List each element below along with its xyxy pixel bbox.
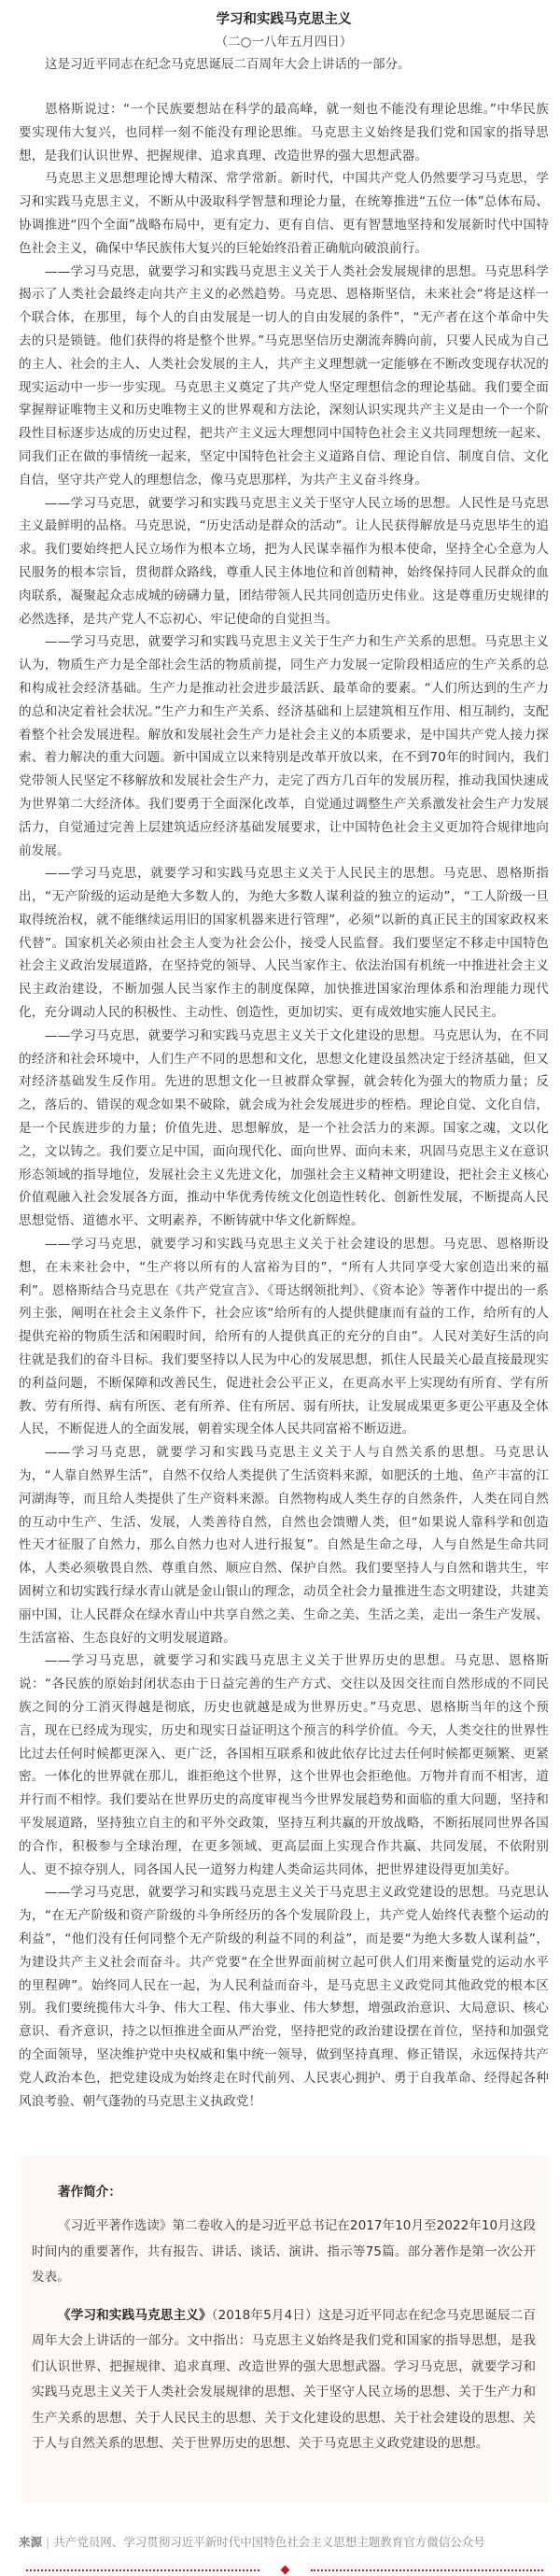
body-paragraph: ——学习马克思，就要学习和实践马克思主义关于人类社会发展规律的思想。马克思科学揭示了人类社会最终走向共产主义的必然趋势。马克思、恩格斯坚信，未来社会“将是这样一个联合体，在那里，每个人的自由发展是一切人的自由发展的条件”，“无产者在这个革命中失去的只是锁链。他们获得的将是整个世界。”马克思坚信历史潮流奔腾向前，只要人民成为自己的主人、社会的主人、人类社会发展的主人，共产主义理想就一定能够在不断改变现存状况的现实运动中一步一步实现。马克思主义奠定了共产党人坚定理想信念的理论基础。我们要全面掌握辩证唯物主义和历史唯物主义的世界观和方法论，深刻认识实现共产主义是由一个一个阶段性目标逐步达成的历史过程，把共产主义远大理想同中国特色社会主义共同理想统一起来、同我们正在做的事情统一起来，坚定中国特色社会主义道路自信、理论自信、制度自信、文化自信，坚守共产党人的理想信念，像马克思那样，为共产主义奋斗终身。 — [19, 263, 549, 488]
intro-article-summary — [32, 2303, 536, 2457]
source-separator: | — [46, 2534, 50, 2549]
intro-article-summary-text: 这是习近平同志在纪念马克思诞辰二百周年大会上讲话的一部分。文中指出：马克思主义始终是我们党和国家的指导思想，是我们认识世界、把握规律、追求真理、改造世界的强大思想武器。学习马克思，就要学习和实践马克思主义关于人类社会发展规律的思想、关于坚守人民立场的思想、关于生产力和生产关系的思想、关于人民民主的思想、关于文化建设的思想、关于社会建设的思想、关于人与自然关系的思想、关于世界历史的思想、关于马克思主义政党建设的思想。 — [32, 2307, 537, 2452]
intro-heading: 著作简介： — [58, 2185, 121, 2201]
body-paragraph: 恩格斯说过：“一个民族要想站在科学的最高峰，就一刻也不能没有理论思维。”中华民族要实现伟大复兴，也同样一刻不能没有理论思维。马克思主义始终是我们党和国家的指导思想，是我们认识世界、把握规律、追求真理、改造世界的强大思想武器。 — [19, 102, 549, 163]
body-paragraph: ——学习马克思，就要学习和实践马克思主义关于坚守人民立场的思想。人民性是马克思主义最鲜明的品格。马克思说，“历史活动是群众的活动”。让人民获得解放是马克思毕生的追求。我们要始终把人民立场作为根本立场，把为人民谋幸福作为根本使命，坚持全心全意为人民服务的根本宗旨，贯彻群众路线，尊重人民主体地位和首创精神，始终保持同人民群众的血肉联系，凝聚起众志成城的磅礴力量，团结带领人民共同创造历史伟业。这是尊重历史规律的必然选择，是共产党人不忘初心、牢记使命的自觉担当。 — [19, 495, 549, 627]
body-paragraph: 马克思主义思想理论博大精深、常学常新。新时代，中国共产党人仍然要学习马克思，学习和实践马克思主义，不断从中汲取科学智慧和理论力量，在统筹推进“五位一体”总体布局、协调推进“四个全面”战略布局中，更有定力、更有自信、更有智慧地坚持和发展新时代中国特色社会主义，确保中华民族伟大复兴的巨轮始终沿着正确航向破浪前行。 — [19, 171, 549, 256]
intro-article-title: 《学习和实践马克思主义》 — [58, 2307, 212, 2323]
body-paragraph: ——学习马克思，就要学习和实践马克思主义关于人民民主的思想。马克思、恩格斯指出，“无产阶级的运动是绝大多数人的，为绝大多数人谋利益的独立的运动”，“工人阶级一旦取得统治权，就不能继续运用旧的国家机器来进行管理”，必须“以新的真正民主的国家政权来代替”。国家机关必须由社会主人变为社会公仆，接受人民监督。我们要坚定不移走中国特色社会主义政治发展道路，在坚持党的领导、人民当家作主、依法治国有机统一中推进社会主义民主政治建设，不断加强人民当家作主的制度保障，加快推进国家治理体系和治理能力现代化，充分调动人民的积极性、主动性、创造性，更加切实、更有成效地实施人民民主。 — [19, 866, 549, 1021]
body-paragraph: ——学习马克思，就要学习和实践马克思主义关于生产力和生产关系的思想。马克思主义认为，物质生产力是全部社会生活的物质前提，同生产力发展一定阶段相适应的生产关系的总和构成社会经济基础。生产力是推动社会进步最活跃、最革命的要素。“人们所达到的生产力的总和决定着社会状况。”生产力和生产关系、经济基础和上层建筑相互作用、相互制约，支配着整个社会发展进程。解放和发展社会生产力是社会主义的本质要求，是中国共产党人接力探索、着力解决的重大问题。新中国成立以来特别是改革开放以来，在不到70年的时间内，我们党带领人民坚定不移解放和发展社会生产力，走完了西方几百年的发展历程，推动我国快速成为世界第二大经济体。我们要勇于全面深化改革，自觉通过调整生产关系激发社会生产力发展活力，自觉通过完善上层建筑适应经济基础发展要求，让中国特色社会主义更加符合规律地向前发展。 — [19, 634, 549, 858]
source-text: 共产党员网、学习贯彻习近平新时代中国特色社会主义思想主题教育官方微信公众号 — [53, 2534, 485, 2549]
article-title: 学习和实践马克思主义 — [216, 12, 352, 27]
body-paragraph: ——学习马克思，就要学习和实践马克思主义关于世界历史的思想。马克思、恩格斯说：“各民族的原始封闭状态由于日益完善的生产方式、交往以及因交往而自然形成的不同民族之间的分工消灭得越是彻底，历史也就越是成为世界历史。”马克思、恩格斯当年的这个预言，现在已经成为现实，历史和现实日益证明这个预言的科学价值。今天，人类交往的世界性比过去任何时候都更深入、更广泛，各国相互联系和彼此依存比过去任何时候都更频繁、更紧密。一体化的世界就在那儿，谁拒绝这个世界，这个世界也会拒绝他。万物并育而不相害，道并行而不相悖。我们要站在世界历史的高度审视当今世界发展趋势和面临的重大问题，坚持和平发展道路，坚持独立自主的和平外交政策，坚持互利共赢的开放战略，不断拓展同世界各国的合作，积极参与全球治理，在更多领域、更高层面上实现合作共赢、共同发展，不依附别人、更不掠夺别人，同各国人民一道努力构建人类命运共同体，把世界建设得更加美好。 — [19, 1653, 549, 1877]
divider-line-right — [311, 2569, 544, 2571]
body-paragraph: ——学习马克思，就要学习和实践马克思主义关于马克思主义政党建设的思想。马克思认为，“在无产阶级和资产阶级的斗争所经历的各个发展阶段上，共产党人始终代表整个运动的利益”，“他们没有任何同整个无产阶级的利益不同的利益”，而是要“为绝大多数人谋利益”，为建设共产主义社会而奋斗。共产党要“在全世界面前树立起可供人们用来衡量党的运动水平的里程碑”。始终同人民在一起，为人民利益而奋斗，是马克思主义政党同其他政党的根本区别。我们要统揽伟大斗争、伟大工程、伟大事业、伟大梦想，增强政治意识、大局意识、核心意识、看齐意识，持之以恒推进全面从严治党，坚持把党的政治建设摆在首位，坚持和加强党的全面领导，坚决维护党中央权威和集中统一领导，做到坚持真理、修正错误，永远保持共产党人政治本色，把党建设成为始终走在时代前列、人民衷心拥护、勇于自我革命、经得起各种风浪考验、朝气蓬勃的马克思主义执政党！ — [19, 1885, 549, 2109]
footer-divider — [26, 2565, 543, 2576]
body-paragraph: ——学习马克思，就要学习和实践马克思主义关于社会建设的思想。马克思、恩格斯设想，在未来社会中，“生产将以所有的人富裕为目的”，“所有人共同享受大家创造出来的福利”。恩格斯结合马克思在《共产党宣言》、《哥达纲领批判》、《资本论》等著作中提出的一系列主张，阐明在社会主义条件下，社会应该“给所有的人提供健康而有益的工作，给所有的人提供充裕的物质生活和闲暇时间，给所有的人提供真正的充分的自由”。人民对美好生活的向往就是我们的奋斗目标。我们要坚持以人民为中心的发展思想，抓住人民最关心最直接最现实的利益问题，不断保障和改善民生，促进社会公平正义，在更高水平上实现幼有所育、学有所教、劳有所得、病有所医、老有所养、住有所居、弱有所扶，让发展成果更多更公平惠及全体人民，不断促进人的全面发展，朝着实现全体人民共同富裕不断迈进。 — [19, 1237, 549, 1437]
article-note: 这是习近平同志在纪念马克思诞辰二百周年大会上讲话的一部分。 — [45, 57, 411, 72]
source-label: 来源 — [19, 2534, 43, 2549]
article-date: （二○一八年五月四日） — [215, 35, 353, 50]
source-line — [19, 2533, 549, 2552]
divider-line-left — [26, 2569, 259, 2571]
diamond-divider-icon — [280, 2566, 289, 2575]
intro-book-summary: 《习近平著作选读》第二卷收入的是习近平总书记在2017年10月至2022年10月这段时间内的重要著作，共有报告、讲话、谈话、演讲、指示等75篇。部分著作是第一次公开发表。 — [32, 2218, 536, 2286]
intro-article-date: （2018年5月4日） — [211, 2307, 318, 2323]
body-paragraph: ——学习马克思，就要学习和实践马克思主义关于人与自然关系的思想。马克思认为，“人靠自然界生活”，自然不仅给人类提供了生活资料来源，如肥沃的土地、鱼产丰富的江河湖海等，而且给人类提供了生产资料来源。自然物构成人类生存的自然条件，人类在同自然的互动中生产、生活、发展，人类善待自然，自然也会馈赠人类，但“如果说人靠科学和创造性天才征服了自然力，那么自然力也对人进行报复”。自然是生命之母，人与自然是生命共同体，人类必须敬畏自然、尊重自然、顺应自然、保护自然。我们要坚持人与自然和谐共生，牢固树立和切实践行绿水青山就是金山银山的理念，动员全社会力量推进生态文明建设，共建美丽中国，让人民群众在绿水青山中共享自然之美、生命之美、生活之美，走出一条生产发展、生活富裕、生态良好的文明发展道路。 — [19, 1445, 549, 1646]
body-paragraph: ——学习马克思，就要学习和实践马克思主义关于文化建设的思想。马克思认为，在不同的经济和社会环境中，人们生产不同的思想和文化，思想文化建设虽然决定于经济基础，但又对经济基础发生反作用。先进的思想文化一旦被群众掌握，就会转化为强大的物质力量；反之，落后的、错误的观念如果不破除，就会成为社会发展进步的桎梏。理论自觉、文化自信，是一个民族进步的力量；价值先进、思想解放，是一个社会活力的来源。国家之魂，文以化之，文以铸之。我们要立足中国，面向现代化、面向世界、面向未来，巩固马克思主义在意识形态领域的指导地位，发展社会主义先进文化，加强社会主义精神文明建设，把社会主义核心价值观融入社会发展各方面，推动中华优秀传统文化创造性转化、创新性发展，不断提高人民思想觉悟、道德水平、文明素养，不断铸就中华文化新辉煌。 — [19, 1027, 549, 1229]
article-body — [19, 98, 549, 2113]
book-intro-box — [21, 2156, 549, 2503]
